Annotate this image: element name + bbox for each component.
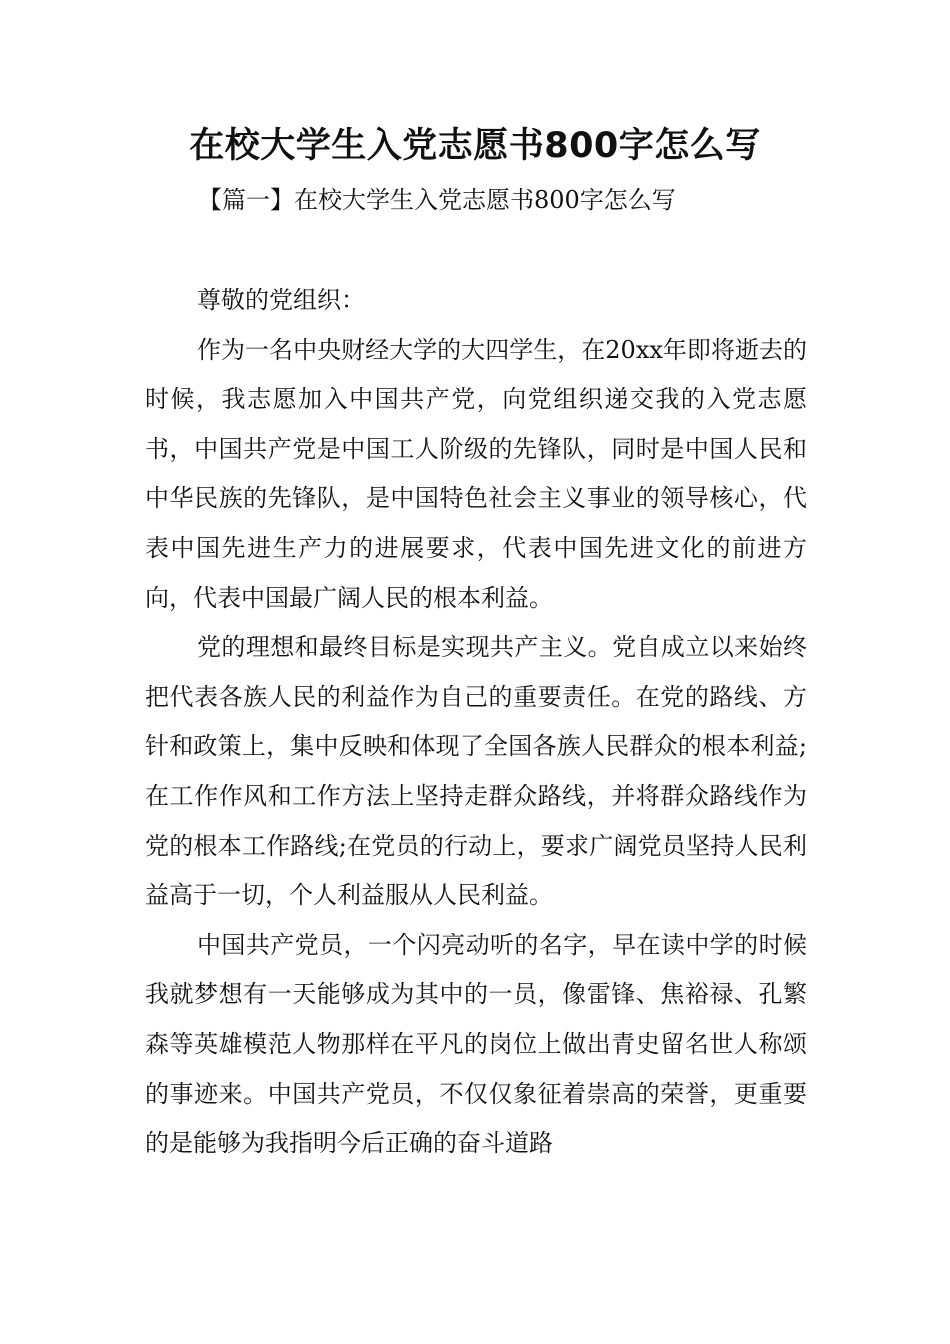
salutation: 尊敬的党组织： [197,286,365,314]
document-body [145,276,807,1169]
paragraph-1: 作为一名中央财经大学的大四学生，在20xx年即将逝去的时候，我志愿加入中国共产党，向党组织递交我的入党志愿书，中国共产党是中国工人阶级的先锋队，同时是中国人民和中华民族的先锋队，是中国特色社会主义事业的领导核心，代表中国先进生产力的进展要求，代表中国先进文化的前进方向，代表中国最广阔人民的根本利益。 [145,335,807,612]
paragraph-2: 党的理想和最终目标是实现共产主义。党自成立以来始终把代表各族人民的利益作为自己的重要责任。在党的路线、方针和政策上，集中反映和体现了全国各族人民群众的根本利益;在工作作风和工作方法上坚持走群众路线，并将群众路线作为党的根本工作路线;在党员的行动上，要求广阔党员坚持人民利益高于一切，个人利益服从人民利益。 [145,633,807,910]
document-subtitle: 【篇一】在校大学生入党志愿书800字怎么写 [198,186,676,214]
paragraph-3: 中国共产党员，一个闪亮动听的名字，早在读中学的时候我就梦想有一天能够成为其中的一员，像雷锋、焦裕禄、孔繁森等英雄模范人物那样在平凡的岗位上做出青史留名世人称颂的事迹来。中国共产党员，不仅仅象征着崇高的荣誉，更重要的是能够为我指明今后正确的奋斗道路 [145,930,807,1158]
document-title: 在校大学生入党志愿书800字怎么写 [189,126,761,166]
